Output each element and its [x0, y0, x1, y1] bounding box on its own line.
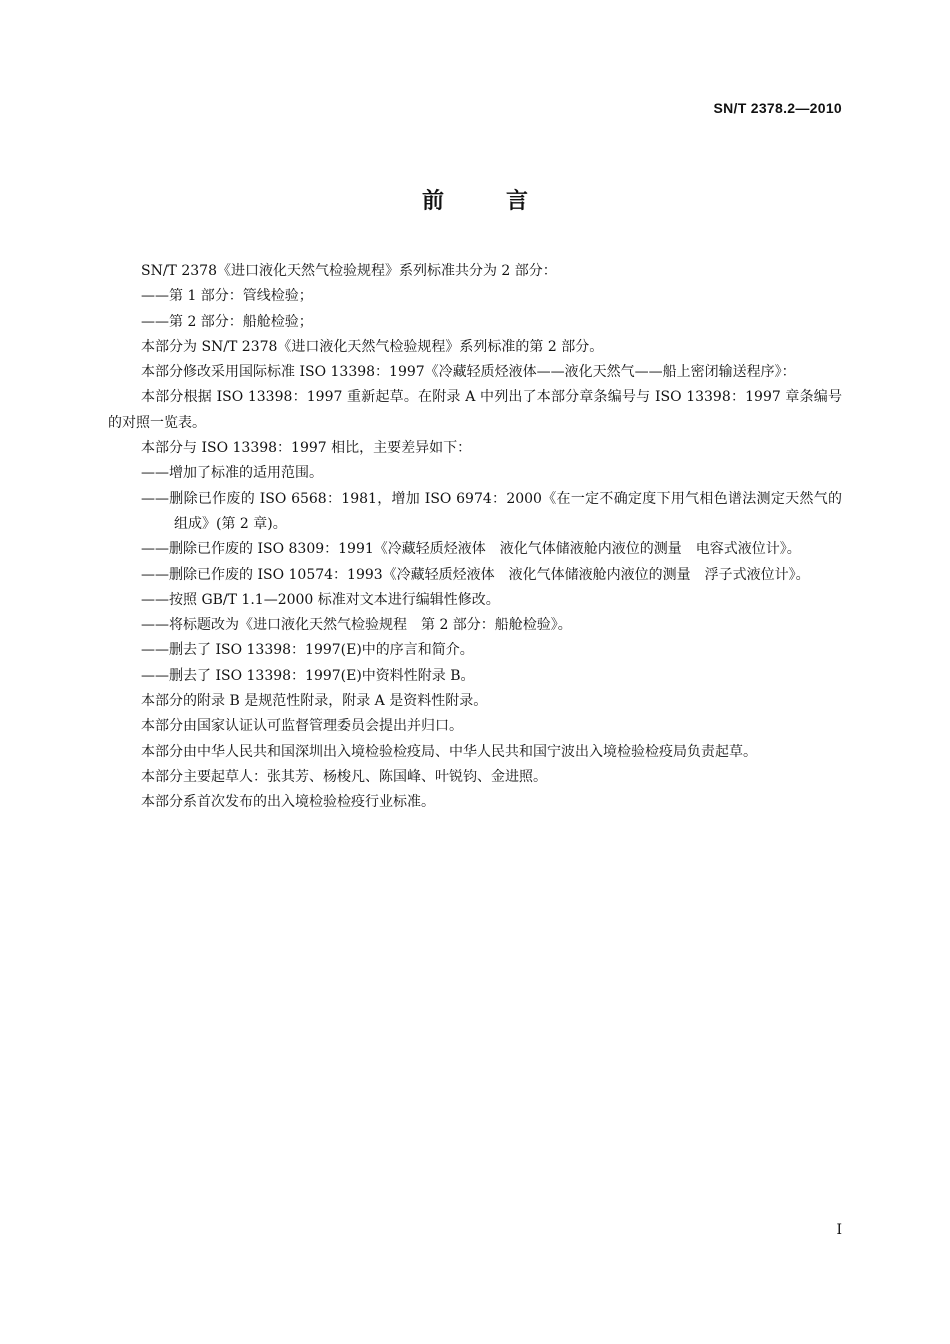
- list-item: ——增加了标准的适用范围。: [141, 465, 323, 482]
- list-item: ——删除已作废的 ISO 8309：1991《冷藏轻质烃液体 液化气体储液舱内液位的测量 电容式液位计》。: [141, 541, 801, 558]
- list-item: ——删除已作废的 ISO 6568：1981，增加 ISO 6974：2000《在一定不确定度下用气相色谱法测定天然气的组成》(第 2 章)。: [141, 490, 842, 532]
- paragraph: 本部分为 SN/T 2378《进口液化天然气检验规程》系列标准的第 2 部分。: [141, 338, 604, 355]
- list-item: ——删去了 ISO 13398：1997(E)中的序言和简介。: [141, 642, 474, 659]
- list-item: ——删去了 ISO 13398：1997(E)中资料性附录 B。: [141, 667, 475, 684]
- list-item: ——第 2 部分：船舱检验；: [141, 313, 313, 330]
- list-item: ——将标题改为《进口液化天然气检验规程 第 2 部分：船舱检验》。: [141, 617, 572, 634]
- paragraph: 本部分系首次发布的出入境检验检疫行业标准。: [141, 794, 435, 811]
- standard-number: SN/T 2378.2—2010: [713, 100, 842, 116]
- paragraph: 本部分根据 ISO 13398：1997 重新起草。在附录 A 中列出了本部分章条编号与 ISO 13398：1997 章条编号的对照一览表。: [108, 389, 842, 431]
- paragraph: 本部分由国家认证认可监督管理委员会提出并归口。: [141, 718, 463, 735]
- paragraph: 本部分的附录 B 是规范性附录，附录 A 是资料性附录。: [141, 693, 488, 710]
- paragraph: 本部分由中华人民共和国深圳出入境检验检疫局、中华人民共和国宁波出入境检验检疫局负责起草。: [141, 743, 757, 760]
- list-item: ——按照 GB/T 1.1—2000 标准对文本进行编辑性修改。: [141, 591, 500, 608]
- list-item: ——删除已作废的 ISO 10574：1993《冷藏轻质烃液体 液化气体储液舱内液位的测量 浮子式液位计》。: [141, 566, 810, 583]
- paragraph: SN/T 2378《进口液化天然气检验规程》系列标准共分为 2 部分：: [141, 263, 557, 279]
- paragraph: 本部分修改采用国际标准 ISO 13398：1997《冷藏轻质烃液体——液化天然气——船上密闭输送程序》：: [141, 364, 796, 381]
- paragraph: 本部分主要起草人：张其芳、杨梭凡、陈国峰、叶锐钧、金进照。: [141, 768, 547, 785]
- page-number: I: [836, 1222, 842, 1238]
- page-title: 前言: [421, 189, 590, 214]
- foreword-body: [108, 259, 842, 816]
- paragraph: 本部分与 ISO 13398：1997 相比，主要差异如下：: [141, 440, 472, 457]
- list-item: ——第 1 部分：管线检验；: [141, 288, 313, 305]
